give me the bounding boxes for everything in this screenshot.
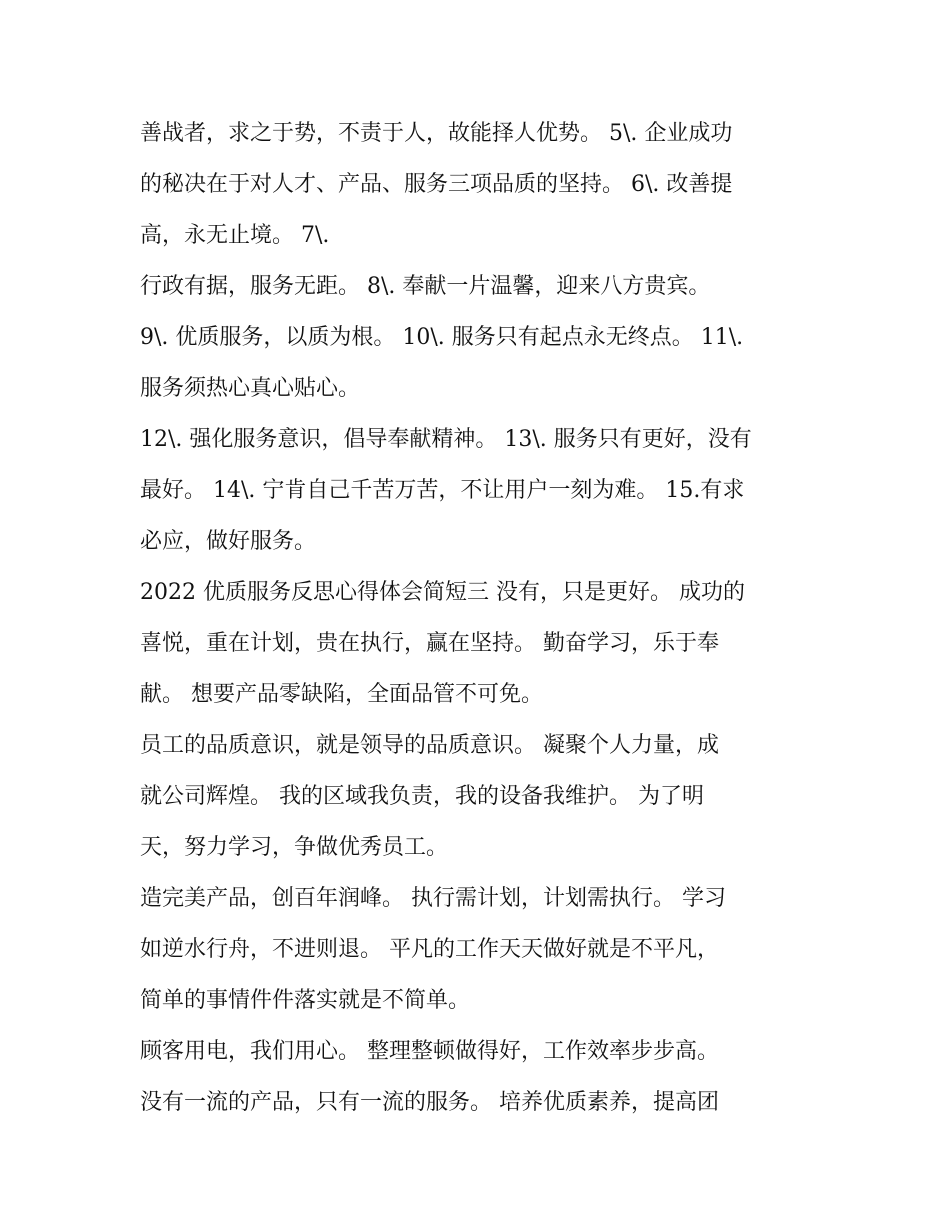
- text-line: 简单的事情件件落实就是不简单。: [140, 988, 471, 1013]
- text-line: 善战者，求之于势，不责于人，故能择人优势。 5\. 企业成功: [140, 121, 733, 146]
- text-line: 的秘决在于对人才、产品、服务三项品质的坚持。 6\. 改善提: [140, 172, 733, 197]
- text-line: 2022 优质服务反思心得体会简短三 没有，只是更好。 成功的: [140, 580, 745, 605]
- text-line: 顾客用电，我们用心。 整理整顿做得好，工作效率步步高。: [140, 1039, 719, 1064]
- text-line: 12\. 强化服务意识，倡导奉献精神。 13\. 服务只有更好，没有: [140, 427, 752, 452]
- text-line: 如逆水行舟，不进则退。 平凡的工作天天做好就是不平凡，: [140, 937, 719, 962]
- text-line: 9\. 优质服务，以质为根。 10\. 服务只有起点永无终点。 11\.: [140, 325, 744, 350]
- text-line: 天，努力学习，争做优秀员工。: [140, 835, 449, 860]
- text-line: 献。 想要产品零缺陷，全面品管不可免。: [140, 682, 543, 707]
- text-line: 没有一流的产品，只有一流的服务。 培养优质素养，提高团: [140, 1090, 719, 1115]
- text-line: 高，永无止境。 7\.: [140, 223, 330, 248]
- text-line: 就公司辉煌。 我的区域我负责，我的设备我维护。 为了明: [140, 784, 704, 809]
- text-line: 喜悦，重在计划，贵在执行，赢在坚持。 勤奋学习，乐于奉: [140, 631, 719, 656]
- document-body: [140, 108, 820, 1128]
- text-line: 必应，做好服务。: [140, 529, 317, 554]
- text-line: 服务须热心真心贴心。: [140, 376, 361, 401]
- text-line: 行政有据，服务无距。 8\. 奉献一片温馨，迎来八方贵宾。: [140, 274, 711, 299]
- text-line: 员工的品质意识，就是领导的品质意识。 凝聚个人力量，成: [140, 733, 719, 758]
- text-line: 最好。 14\. 宁肯自己千苦万苦，不让用户一刻为难。 15.有求: [140, 478, 745, 503]
- text-line: 造完美产品，创百年润峰。 执行需计划，计划需执行。 学习: [140, 886, 726, 911]
